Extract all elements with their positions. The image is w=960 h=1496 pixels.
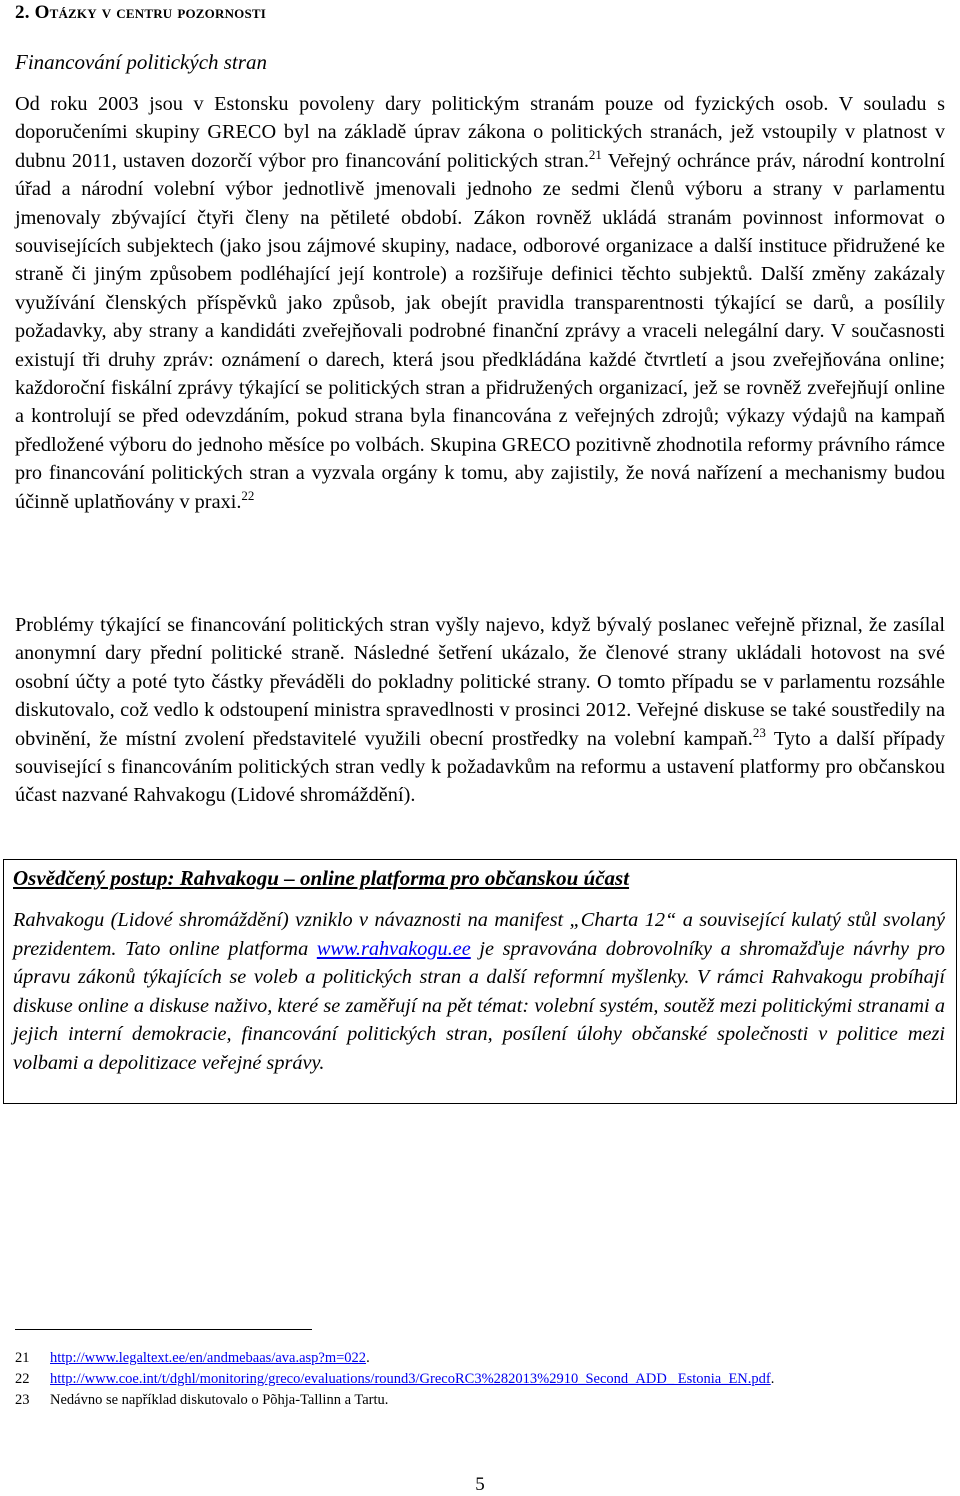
footnote-number: 23 xyxy=(15,1392,30,1408)
page-number: 5 xyxy=(475,1474,485,1495)
box-text-a: Rahvakogu (Lidové shromáždění) vzniklo v návaznosti na manifest „Charta 12“ a související kulatý stůl svolaný prezidentem. Tato online platforma xyxy=(13,909,945,960)
footnote-23 xyxy=(15,1390,945,1411)
footnote-22 xyxy=(15,1369,945,1390)
footnote-23-text: Nedávno se například diskutovalo o Põhja-Tallinn a Tartu. xyxy=(50,1392,389,1408)
section-heading: 2. Otázky v centru pozornosti xyxy=(15,2,267,23)
box-text-b: je spravována dobrovolníky a shromažďuje návrhy pro úpravu zákonů týkajících se voleb a politických stran a další reformní myšlenky. V rámci Rahvakogu probíhají diskuse online a diskuse naživo, které se zaměřují na pět témat: volební systém, soutěž mezi politickými stranami a jejich interní demokracie, financování politických stran, posílení úlohy občanské společnosti v politice mezi volbami a depolitizace veřejné správy. xyxy=(13,937,945,1074)
footnote-ref-23[interactable]: 23 xyxy=(752,724,766,740)
footnote-21-link[interactable]: http://www.legaltext.ee/en/andmebaas/ava.asp?m=022 xyxy=(50,1350,367,1366)
footnote-ref-22[interactable]: 22 xyxy=(241,487,255,503)
footnote-suffix: . xyxy=(366,1350,370,1366)
footnote-divider xyxy=(15,1329,312,1330)
footnote-suffix: . xyxy=(770,1371,775,1387)
paragraph-1-text-b: Veřejný ochránce práv, národní kontrolní úřad a národní volební výbor jednotlivě jmenovali jednoho ze sedmi členů výboru a strany v parlamentu jmenovaly zbývající čtyři členy na pětileté období. Zákon rovněž ukládá stranám povinnost informovat o souvisejících subjektech (jako jsou zájmové skupiny, nadace, odborové organizace a další instituce přidružené ke straně či jiným způsobem podléhající její kontrole) a rozšiřuje definici těchto subjektů. Další změny zakázaly využívání členských příspěvků jako způsob, jak obejít pravidla transparentnosti týkající se darů, a posílily požadavky, aby strany a kandidáti zveřejňovali podrobné finanční zprávy a vraceli nelegální dary. V současnosti existují tři druhy zpráv: oznámení o darech, která jsou předkládána každé čtvrtletí a jsou zveřejňována online; každoroční fiskální zprávy týkající se politických stran a přidružených organizací, jež se rovněž zveřejňují online a kontrolují se před odevzdáním, pokud strana byla financována z veřejných zdrojů; výkazy výdajů na kampaň předložené výboru do jednoho měsíce po volbách. Skupina GRECO pozitivně zhodnotila reformy právního rámce pro financování politických stran a vyzvala orgány k tomu, aby zajistily, že nová nařízení a mechanismy budou účinně uplatňovány v praxi. xyxy=(15,149,945,513)
footnote-number: 22 xyxy=(15,1371,30,1387)
paragraph-2-text-b: Tyto a další případy související s financováním politických stran vedly k požadavkům na reformu a ustavení platformy pro občanskou účast nazvané Rahvakogu (Lidové shromáždění). xyxy=(15,727,946,807)
paragraph-1-text-a: Od roku 2003 jsou v Estonsku povoleny dary politickým stranám pouze od fyzických osob. V souladu s doporučeními skupiny GRECO byl na základě úprav zákona o politických stranách, jež vstoupily v platnost v dubnu 2011, ustaven dozorčí výbor pro financování politických stran. xyxy=(15,93,945,172)
best-practice-title: Osvědčený postup: Rahvakogu – online platforma pro občanskou účast xyxy=(13,866,630,890)
footnotes xyxy=(15,1348,945,1411)
paragraph-1 xyxy=(15,90,945,516)
footnote-number: 21 xyxy=(15,1350,30,1366)
rahvakogu-link[interactable]: www.rahvakogu.ee xyxy=(316,937,471,960)
paragraph-2 xyxy=(15,611,945,810)
footnote-ref-21[interactable]: 21 xyxy=(588,146,602,162)
best-practice-text xyxy=(13,906,945,1077)
subheading: Financování politických stran xyxy=(15,50,267,74)
footnote-22-link[interactable]: http://www.coe.int/t/dghl/monitoring/greco/evaluations/round3/GrecoRC3%282013%2910_Second_ADD_ Estonia_EN.pdf xyxy=(50,1371,771,1387)
paragraph-2-text-a: Problémy týkající se financování politických stran vyšly najevo, když bývalý poslanec veřejně přiznal, že zasílal anonymní dary přední politické straně. Následné šetření ukázalo, že členové strany ukládali hotovost na své osobní účty a poté tyto částky převáděli do pokladny politické strany. O tomto případu se v parlamentu rozsáhle diskutovalo, což vedlo k odstoupení ministra spravedlnosti v prosinci 2012. Veřejné diskuse se také soustředily na obvinění, že místní zvolení představitelé využili obecní prostředky na volební kampaň. xyxy=(15,614,945,750)
footnote-21 xyxy=(15,1348,945,1369)
